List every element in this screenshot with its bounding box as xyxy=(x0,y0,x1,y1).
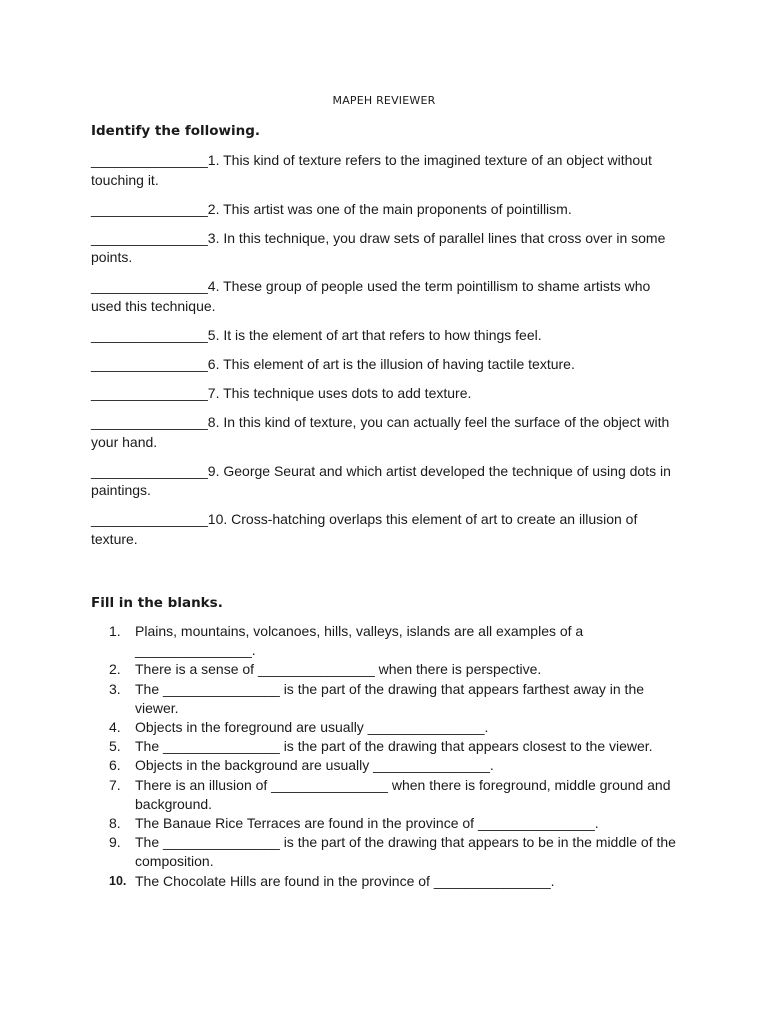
fill-item-number: 10. xyxy=(109,873,127,888)
identify-item-2: _______________2. This artist was one of the main proponents of pointillism. xyxy=(91,200,572,217)
fill-item-number: 5. xyxy=(109,738,121,755)
fill-item-number: 6. xyxy=(109,757,121,774)
fill-item-number: 9. xyxy=(109,834,121,851)
fill-item-6 xyxy=(109,756,689,775)
identify-item-8: _______________8. In this kind of texture, you can actually feel the surface of the object with your hand. xyxy=(91,414,670,450)
fill-item-text: The Chocolate Hills are found in the province of _______________. xyxy=(135,872,555,889)
section-heading-identify: Identify the following. xyxy=(91,123,261,139)
fill-item-4 xyxy=(109,718,689,737)
fill-item-text: There is a sense of _______________ when there is perspective. xyxy=(135,661,542,678)
fill-item-5 xyxy=(109,737,689,756)
identify-list xyxy=(91,151,671,559)
document-title: MAPEH REVIEWER xyxy=(332,94,436,107)
identify-item-1: _______________1. This kind of texture refers to the imagined texture of an object without touching it. xyxy=(91,152,652,188)
fill-item-number: 2. xyxy=(109,661,121,678)
fill-item-number: 4. xyxy=(109,719,121,736)
fill-item-8 xyxy=(109,814,689,833)
fill-item-7 xyxy=(109,776,689,814)
fill-item-text: The _______________ is the part of the drawing that appears farthest away in the viewer. xyxy=(135,680,645,716)
fill-item-number: 3. xyxy=(109,680,121,697)
fill-list xyxy=(109,622,689,891)
identify-item-7: _______________7. This technique uses dots to add texture. xyxy=(91,385,472,402)
identify-item-3: _______________3. In this technique, you draw sets of parallel lines that cross over in some points. xyxy=(91,229,666,266)
fill-item-10 xyxy=(109,872,689,891)
identify-item-9: _______________9. George Seurat and which artist developed the technique of using dots in paintings. xyxy=(91,462,671,499)
fill-item-2 xyxy=(109,660,689,679)
fill-item-9 xyxy=(109,833,689,871)
fill-item-number: 1. xyxy=(109,623,121,639)
fill-item-text: There is an illusion of _______________ when there is foreground, middle ground and background. xyxy=(135,776,671,812)
identify-item-6: _______________6. This element of art is the illusion of having tactile texture. xyxy=(91,355,575,372)
identify-item-5: _______________5. It is the element of art that refers to how things feel. xyxy=(91,326,542,343)
section-heading-fill: Fill in the blanks. xyxy=(91,595,223,611)
fill-item-number: 8. xyxy=(109,815,121,832)
fill-item-number: 7. xyxy=(109,776,121,793)
fill-item-text: The _______________ is the part of the drawing that appears closest to the viewer. xyxy=(135,738,653,755)
fill-item-text: Objects in the background are usually _______________. xyxy=(135,757,494,774)
fill-item-text: The Banaue Rice Terraces are found in the province of _______________. xyxy=(135,815,599,832)
fill-item-text: Plains, mountains, volcanoes, hills, valleys, islands are all examples of a _______________. xyxy=(135,623,584,659)
fill-item-text: The _______________ is the part of the drawing that appears to be in the middle of the composition. xyxy=(135,834,676,870)
identify-item-4: _______________4. These group of people used the term pointillism to shame artists who used this technique. xyxy=(91,278,651,314)
fill-item-1 xyxy=(109,622,689,660)
fill-item-3 xyxy=(109,680,689,718)
fill-item-text: Objects in the foreground are usually _______________. xyxy=(135,719,489,736)
identify-item-10: _______________10. Cross-hatching overlaps this element of art to create an illusion of texture. xyxy=(91,511,638,547)
